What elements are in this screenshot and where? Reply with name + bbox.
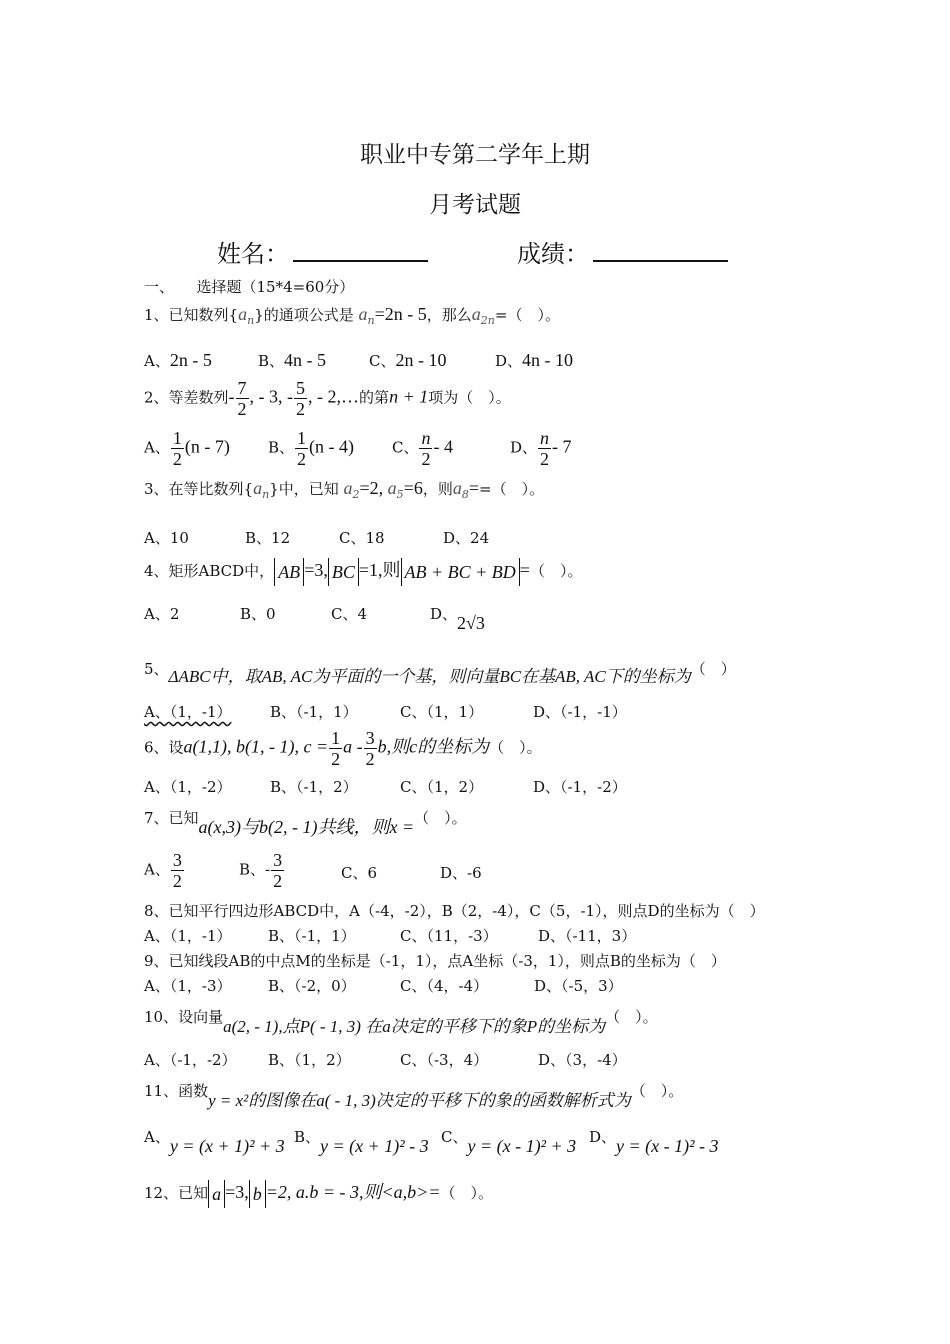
question-7: 7、已知a(x,3)与b(2, - 1)共线，则x =（ ）。	[144, 809, 467, 837]
q11-option-c[interactable]: C、y = (x - 1)² + 3	[441, 1128, 577, 1156]
q5-option-a[interactable]: A、（1，-1）	[144, 703, 232, 721]
question-10: 10、设向量a(2, - 1),点P( - 1, 3) 在a决定的平移下的象P的坐标为（ ）。	[144, 1008, 658, 1036]
q2-option-d[interactable]: D、 $\frac{n}{2}$ - 7	[510, 428, 572, 469]
q6-option-a[interactable]: A、（1，-2）	[144, 778, 232, 796]
name-label: 姓名：	[217, 240, 289, 268]
q6-option-c[interactable]: C、（1，2）	[400, 778, 484, 796]
name-field[interactable]	[217, 234, 428, 269]
q9-option-d[interactable]: D、（-5，3）	[534, 977, 623, 995]
question-5: 5、ΔABC中，取AB, AC为平面的一个基，则向量BC在基AB, AC下的坐标为（ ）	[144, 660, 736, 686]
question-6: 6、设a(1,1), b(1, - 1), c = $\frac{1}{2}$ a - $\frac{3}{2}$ b,则c的坐标为（ ）。	[144, 728, 542, 769]
q5-option-c[interactable]: C、（1，1）	[400, 703, 484, 721]
question-4: 4、矩形ABCD中， AB =3, BC =1,则 AB + BC + BD =（ ）。	[144, 556, 582, 586]
q9-option-a[interactable]: A、（1，-3）	[144, 977, 232, 995]
q11-option-b[interactable]: B、y = (x + 1)² - 3	[294, 1128, 429, 1156]
q11-option-a[interactable]: A、y = (x + 1)² + 3	[144, 1128, 285, 1156]
question-3: 3、在等比数列$\{a_n\}$中，已知 $a_2=2$, $a_5=6$，则$a_8==$（ ）。	[144, 478, 545, 501]
q8-option-b[interactable]: B、（-1，1）	[268, 927, 356, 945]
question-1: 1、已知数列$\{a_n\}$的通项公式是 $a_n=2n - 5$，那么$a_{2n}=$（ ）。	[144, 304, 560, 327]
q10-option-c[interactable]: C、（-3，4）	[400, 1051, 489, 1069]
question-12: 12、已知 a =3, b =2, a.b = - 3,则<a,b>=（ ）。	[144, 1178, 493, 1208]
q8-option-c[interactable]: C、（11，-3）	[400, 927, 498, 945]
exam-title-line1: 职业中专第二学年上期	[360, 142, 590, 168]
question-11: 11、函数y = x²的图像在a( - 1, 3)决定的平移下的象的函数解析式为（ ）。	[144, 1082, 684, 1110]
exam-title-line2: 月考试题	[429, 192, 521, 218]
q3-option-c[interactable]: C、18	[339, 529, 385, 547]
score-field[interactable]	[517, 234, 728, 269]
q1-option-b[interactable]: B、4n - 5	[258, 350, 327, 370]
q3-option-a[interactable]: A、10	[144, 529, 189, 547]
section-heading: 一、 选择题（15*4=60分）	[144, 278, 355, 296]
q10-option-b[interactable]: B、（1，2）	[268, 1051, 351, 1069]
q8-option-a[interactable]: A、（1，-1）	[144, 927, 232, 945]
q5-option-b[interactable]: B、（-1，1）	[270, 703, 358, 721]
q4-option-c[interactable]: C、4	[331, 605, 368, 623]
q1-option-d[interactable]: D、4n - 10	[495, 350, 574, 370]
q6-option-d[interactable]: D、（-1，-2）	[533, 778, 627, 796]
q3-option-b[interactable]: B、12	[245, 529, 291, 547]
q10-option-d[interactable]: D、（3，-4）	[538, 1051, 627, 1069]
q9-option-c[interactable]: C、（4，-4）	[400, 977, 489, 995]
q4-option-b[interactable]: B、0	[240, 605, 276, 623]
q5-option-d[interactable]: D、（-1，-1）	[533, 703, 627, 721]
q11-option-d[interactable]: D、y = (x - 1)² - 3	[589, 1128, 719, 1156]
q7-option-c[interactable]: C、6	[341, 864, 378, 882]
q4-option-a[interactable]: A、2	[144, 605, 180, 623]
q1-option-a[interactable]: A、2n - 5	[144, 350, 212, 370]
score-label: 成绩：	[517, 240, 589, 268]
q7-option-d[interactable]: D、-6	[440, 864, 482, 882]
q8-option-d[interactable]: D、（-11，3）	[538, 927, 637, 945]
q3-option-d[interactable]: D、24	[443, 529, 490, 547]
question-9: 9、已知线段AB的中点M的坐标是（-1，1），点A坐标（-3，1），则点B的坐标为（ ）	[144, 952, 726, 970]
q2-option-b[interactable]: B、 $\frac{1}{2}$ (n - 4)	[268, 428, 355, 469]
q1-option-c[interactable]: C、2n - 10	[369, 350, 447, 370]
q4-option-d[interactable]: D、2√3	[430, 605, 485, 633]
question-2: 2、等差数列- $\frac{7}{2}$ , - 3, - $\frac{5}{2}$ , - 2,…的第n + 1项为（ ）。	[144, 378, 511, 419]
q6-option-b[interactable]: B、（-1，2）	[270, 778, 358, 796]
q9-option-b[interactable]: B、（-2，0）	[268, 977, 356, 995]
q10-option-a[interactable]: A、（-1，-2）	[144, 1051, 237, 1069]
q2-option-c[interactable]: C、 $\frac{n}{2}$ - 4	[392, 428, 453, 469]
question-8: 8、已知平行四边形ABCD中，A（-4，-2），B（2，-4），C（5，-1），则点D的坐标为（ ）	[144, 902, 765, 920]
name-blank[interactable]	[293, 238, 428, 262]
q2-option-a[interactable]: A、 $\frac{1}{2}$ (n - 7)	[144, 428, 230, 469]
q7-option-a[interactable]: A、 $\frac{3}{2}$	[144, 850, 182, 891]
score-blank[interactable]	[593, 238, 728, 262]
q7-option-b[interactable]: B、- $\frac{3}{2}$	[239, 850, 283, 891]
